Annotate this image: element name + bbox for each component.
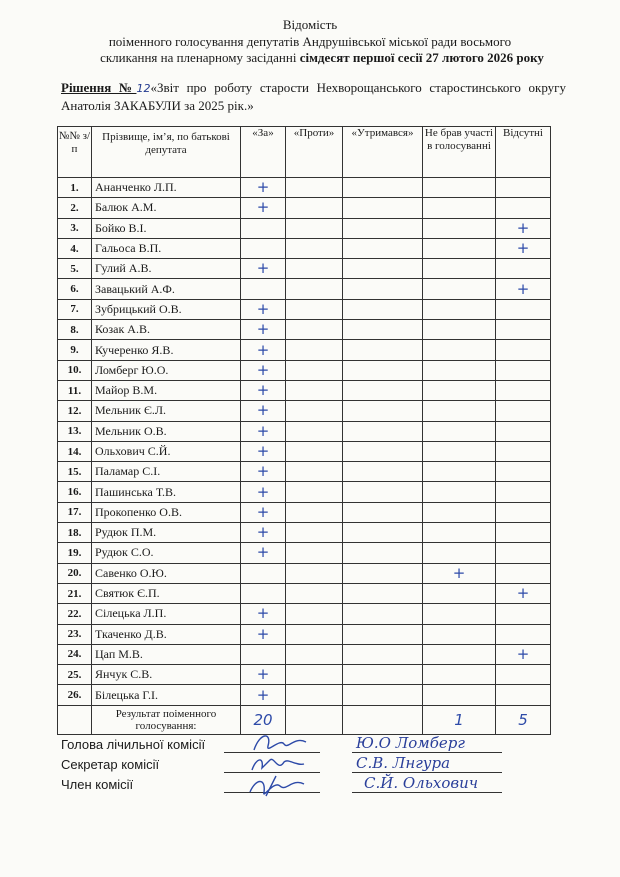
vote-cell-ne-brav (423, 178, 496, 198)
vote-mark: + (256, 543, 270, 562)
vote-cell-ne-brav (423, 238, 496, 258)
commission-signatures (61, 735, 205, 795)
table-row (58, 644, 551, 664)
decision-block (61, 80, 566, 114)
vote-mark: + (256, 421, 270, 440)
vote-mark: + (516, 279, 530, 298)
table-row (58, 482, 551, 502)
deputy-name: Святюк Є.П. (92, 583, 241, 603)
vote-cell-utrymavsia (343, 259, 423, 279)
result-za: 20 (241, 705, 286, 734)
vote-cell-za (241, 259, 286, 279)
vote-cell-proty (286, 421, 343, 441)
vote-cell-ne-brav (423, 604, 496, 624)
vote-cell-utrymavsia (343, 583, 423, 603)
table-row (58, 218, 551, 238)
vote-cell-proty (286, 462, 343, 482)
vote-cell-ne-brav (423, 644, 496, 664)
vote-cell-proty (286, 360, 343, 380)
result-num-cell (58, 705, 92, 734)
decision-number: 12 (136, 82, 151, 95)
header-proty: «Проти» (286, 127, 343, 178)
vote-cell-ne-brav (423, 279, 496, 299)
vote-cell-ne-brav (423, 685, 496, 705)
row-number: 9. (58, 340, 92, 360)
vote-cell-ne-brav (423, 502, 496, 522)
vote-cell-vidsutni (496, 320, 551, 340)
header-ne-brav: Не брав участі в голосуванні (423, 127, 496, 178)
deputy-name: Сілецька Л.П. (92, 604, 241, 624)
vote-mark: + (256, 482, 270, 501)
vote-cell-ne-brav (423, 421, 496, 441)
row-number: 10. (58, 360, 92, 380)
header-num: №№ з/п (58, 127, 92, 178)
table-row (58, 523, 551, 543)
handwritten-name-secretary: С.В. Лнгура (356, 754, 451, 772)
vote-cell-za (241, 218, 286, 238)
header-vidsutni: Відсутні (496, 127, 551, 178)
row-number: 13. (58, 421, 92, 441)
row-number: 4. (58, 238, 92, 258)
table-row (58, 198, 551, 218)
result-label: Результат поіменного голосування: (92, 705, 241, 734)
name-line-secretary (352, 772, 502, 773)
row-number: 24. (58, 644, 92, 664)
table-row (58, 238, 551, 258)
vote-cell-za (241, 178, 286, 198)
row-number: 15. (58, 462, 92, 482)
vote-cell-vidsutni (496, 441, 551, 461)
signature-row-secretary (61, 755, 205, 775)
vote-cell-proty (286, 279, 343, 299)
signature-row-chair (61, 735, 205, 755)
deputy-name: Ольхович С.Й. (92, 441, 241, 461)
vote-cell-ne-brav (423, 482, 496, 502)
vote-cell-utrymavsia (343, 380, 423, 400)
vote-cell-proty (286, 644, 343, 664)
vote-mark: + (256, 320, 270, 339)
deputy-name: Гулий А.В. (92, 259, 241, 279)
vote-mark: + (516, 239, 530, 258)
vote-cell-ne-brav (423, 340, 496, 360)
vote-cell-utrymavsia (343, 198, 423, 218)
vote-cell-ne-brav (423, 563, 496, 583)
vote-cell-utrymavsia (343, 604, 423, 624)
vote-cell-proty (286, 543, 343, 563)
vote-cell-utrymavsia (343, 624, 423, 644)
deputy-name: Цап М.В. (92, 644, 241, 664)
vote-cell-proty (286, 583, 343, 603)
row-number: 2. (58, 198, 92, 218)
row-number: 11. (58, 380, 92, 400)
vote-cell-proty (286, 665, 343, 685)
vote-cell-proty (286, 624, 343, 644)
vote-cell-vidsutni (496, 665, 551, 685)
vote-cell-za (241, 665, 286, 685)
vote-cell-ne-brav (423, 462, 496, 482)
vote-cell-vidsutni (496, 644, 551, 664)
vote-cell-ne-brav (423, 218, 496, 238)
vote-cell-utrymavsia (343, 360, 423, 380)
vote-cell-proty (286, 380, 343, 400)
vote-mark: + (516, 644, 530, 663)
vote-cell-za (241, 198, 286, 218)
table-row (58, 360, 551, 380)
table-row (58, 401, 551, 421)
vote-cell-vidsutni (496, 340, 551, 360)
table-row (58, 279, 551, 299)
vote-cell-ne-brav (423, 380, 496, 400)
vote-cell-ne-brav (423, 624, 496, 644)
deputy-name: Савенко О.Ю. (92, 563, 241, 583)
vote-cell-proty (286, 178, 343, 198)
document-title: Відомість (282, 17, 338, 32)
vote-cell-vidsutni (496, 583, 551, 603)
name-line-chair (352, 752, 502, 753)
vote-cell-vidsutni (496, 299, 551, 319)
vote-mark: + (256, 259, 270, 278)
vote-cell-za (241, 380, 286, 400)
vote-cell-za (241, 624, 286, 644)
vote-cell-utrymavsia (343, 523, 423, 543)
vote-cell-proty (286, 563, 343, 583)
table-row (58, 685, 551, 705)
vote-cell-vidsutni (496, 685, 551, 705)
row-number: 19. (58, 543, 92, 563)
table-row (58, 624, 551, 644)
vote-cell-za (241, 523, 286, 543)
deputy-name: Балюк А.М. (92, 198, 241, 218)
vote-cell-za (241, 502, 286, 522)
vote-cell-ne-brav (423, 320, 496, 340)
deputy-name: Пашинська Т.В. (92, 482, 241, 502)
result-utrymavsia (343, 705, 423, 734)
table-row (58, 543, 551, 563)
row-number: 16. (58, 482, 92, 502)
vote-mark: + (256, 299, 270, 318)
row-number: 23. (58, 624, 92, 644)
table-row (58, 502, 551, 522)
vote-cell-utrymavsia (343, 685, 423, 705)
deputy-name: Паламар С.І. (92, 462, 241, 482)
vote-mark: + (256, 665, 270, 684)
row-number: 25. (58, 665, 92, 685)
vote-mark: + (256, 401, 270, 420)
name-line-member (352, 792, 502, 793)
vote-cell-utrymavsia (343, 543, 423, 563)
vote-cell-proty (286, 299, 343, 319)
vote-cell-ne-brav (423, 441, 496, 461)
vote-cell-proty (286, 238, 343, 258)
header-utrymavsia: «Утримався» (343, 127, 423, 178)
signature-row-member (61, 775, 205, 795)
vote-cell-proty (286, 340, 343, 360)
vote-mark: + (256, 442, 270, 460)
vote-cell-za (241, 238, 286, 258)
row-number: 17. (58, 502, 92, 522)
table-row (58, 563, 551, 583)
vote-cell-ne-brav (423, 401, 496, 421)
session-line: скликання на пленарному засіданні сімдесят першої сесії 27 лютого 2026 року (100, 50, 544, 65)
vote-cell-utrymavsia (343, 279, 423, 299)
vote-mark: + (256, 178, 270, 197)
vote-mark: + (256, 381, 270, 400)
vote-cell-proty (286, 523, 343, 543)
vote-mark: + (256, 340, 270, 359)
vote-cell-utrymavsia (343, 178, 423, 198)
vote-cell-vidsutni (496, 462, 551, 482)
vote-cell-za (241, 279, 286, 299)
vote-cell-za (241, 644, 286, 664)
vote-cell-proty (286, 401, 343, 421)
vote-mark: + (516, 218, 530, 237)
vote-cell-utrymavsia (343, 401, 423, 421)
deputy-name: Мельник Є.Л. (92, 401, 241, 421)
vote-cell-vidsutni (496, 421, 551, 441)
vote-cell-vidsutni (496, 543, 551, 563)
deputy-name: Гальоса В.П. (92, 238, 241, 258)
vote-mark: + (256, 360, 270, 379)
table-row (58, 299, 551, 319)
row-number: 3. (58, 218, 92, 238)
table-row (58, 462, 551, 482)
vote-cell-ne-brav (423, 259, 496, 279)
deputy-name: Ткаченко Д.В. (92, 624, 241, 644)
vote-cell-utrymavsia (343, 644, 423, 664)
vote-cell-vidsutni (496, 360, 551, 380)
table-row (58, 340, 551, 360)
row-number: 18. (58, 523, 92, 543)
vote-cell-utrymavsia (343, 421, 423, 441)
result-vidsutni: 5 (496, 705, 551, 734)
vote-cell-za (241, 604, 286, 624)
document-header (0, 17, 620, 67)
table-header-row (58, 127, 551, 178)
vote-cell-proty (286, 218, 343, 238)
deputy-name: Рудюк П.М. (92, 523, 241, 543)
row-number: 20. (58, 563, 92, 583)
vote-cell-za (241, 685, 286, 705)
vote-cell-proty (286, 604, 343, 624)
vote-mark: + (256, 523, 270, 542)
vote-cell-proty (286, 482, 343, 502)
vote-cell-za (241, 299, 286, 319)
vote-cell-ne-brav (423, 299, 496, 319)
vote-cell-za (241, 563, 286, 583)
row-number: 22. (58, 604, 92, 624)
vote-cell-za (241, 320, 286, 340)
result-ne-brav: 1 (423, 705, 496, 734)
deputy-name: Майор В.М. (92, 380, 241, 400)
vote-cell-utrymavsia (343, 320, 423, 340)
table-row (58, 665, 551, 685)
signature-scribble-member (246, 772, 310, 802)
vote-cell-vidsutni (496, 401, 551, 421)
deputy-name: Завацький А.Ф. (92, 279, 241, 299)
vote-cell-utrymavsia (343, 441, 423, 461)
vote-cell-utrymavsia (343, 462, 423, 482)
table-row (58, 421, 551, 441)
vote-cell-ne-brav (423, 583, 496, 603)
deputy-name: Рудюк С.О. (92, 543, 241, 563)
vote-table (57, 126, 551, 735)
vote-cell-ne-brav (423, 523, 496, 543)
vote-cell-utrymavsia (343, 238, 423, 258)
vote-cell-za (241, 462, 286, 482)
deputy-name: Прокопенко О.В. (92, 502, 241, 522)
vote-cell-utrymavsia (343, 218, 423, 238)
vote-cell-za (241, 340, 286, 360)
vote-cell-za (241, 583, 286, 603)
vote-cell-proty (286, 198, 343, 218)
vote-cell-ne-brav (423, 198, 496, 218)
decision-label: Рішення № (61, 80, 137, 95)
vote-cell-vidsutni (496, 624, 551, 644)
header-za: «За» (241, 127, 286, 178)
vote-cell-ne-brav (423, 665, 496, 685)
table-row (58, 259, 551, 279)
vote-cell-utrymavsia (343, 299, 423, 319)
table-row (58, 441, 551, 461)
vote-cell-utrymavsia (343, 665, 423, 685)
vote-mark: + (256, 502, 270, 521)
vote-mark: + (256, 624, 270, 643)
row-number: 5. (58, 259, 92, 279)
table-row (58, 604, 551, 624)
handwritten-name-member: С.Й. Ольхович (364, 774, 479, 792)
vote-cell-vidsutni (496, 380, 551, 400)
vote-cell-za (241, 401, 286, 421)
vote-cell-proty (286, 502, 343, 522)
vote-cell-vidsutni (496, 259, 551, 279)
vote-mark: + (256, 198, 270, 217)
vote-cell-vidsutni (496, 198, 551, 218)
deputy-name: Бойко В.І. (92, 218, 241, 238)
deputy-name: Ломберг Ю.О. (92, 360, 241, 380)
vote-cell-utrymavsia (343, 563, 423, 583)
vote-cell-vidsutni (496, 279, 551, 299)
table-row (58, 178, 551, 198)
row-number: 6. (58, 279, 92, 299)
row-number: 14. (58, 441, 92, 461)
vote-cell-za (241, 360, 286, 380)
vote-cell-vidsutni (496, 604, 551, 624)
vote-cell-vidsutni (496, 482, 551, 502)
vote-cell-proty (286, 259, 343, 279)
vote-cell-proty (286, 320, 343, 340)
vote-cell-ne-brav (423, 543, 496, 563)
deputy-name: Кучеренко Я.В. (92, 340, 241, 360)
deputy-name: Ананченко Л.П. (92, 178, 241, 198)
vote-cell-utrymavsia (343, 502, 423, 522)
vote-cell-za (241, 482, 286, 502)
deputy-name: Мельник О.В. (92, 421, 241, 441)
session-date: сімдесят першої сесії 27 лютого 2026 року (299, 50, 544, 65)
role-chair: Голова лічильної комісії (61, 737, 206, 752)
vote-cell-vidsutni (496, 178, 551, 198)
vote-cell-vidsutni (496, 563, 551, 583)
vote-cell-proty (286, 685, 343, 705)
role-secretary: Секретар комісії (61, 757, 160, 772)
deputy-name: Білецька Г.І. (92, 685, 241, 705)
vote-cell-utrymavsia (343, 340, 423, 360)
deputy-name: Янчук С.В. (92, 665, 241, 685)
document-subtitle-line: поіменного голосування депутатів Андрушівської міської ради восьмого (108, 33, 512, 49)
handwritten-name-chair: Ю.О Ломберг (356, 734, 465, 752)
vote-cell-ne-brav (423, 360, 496, 380)
vote-mark: + (516, 584, 530, 603)
vote-mark: + (256, 604, 270, 623)
row-number: 1. (58, 178, 92, 198)
row-number: 7. (58, 299, 92, 319)
vote-cell-vidsutni (496, 218, 551, 238)
row-number: 26. (58, 685, 92, 705)
row-number: 21. (58, 583, 92, 603)
vote-cell-za (241, 543, 286, 563)
row-number: 8. (58, 320, 92, 340)
vote-cell-vidsutni (496, 238, 551, 258)
vote-mark: + (256, 462, 270, 481)
vote-cell-za (241, 421, 286, 441)
header-name: Прізвище, ім’я, по батькові депутата (92, 127, 241, 178)
table-row (58, 380, 551, 400)
vote-table-body (58, 178, 551, 706)
vote-mark: + (452, 563, 466, 582)
table-row (58, 583, 551, 603)
deputy-name: Козак А.В. (92, 320, 241, 340)
deputy-name: Зубрицький О.В. (92, 299, 241, 319)
vote-cell-proty (286, 441, 343, 461)
vote-cell-vidsutni (496, 502, 551, 522)
table-row (58, 320, 551, 340)
role-member: Член комісії (61, 777, 134, 792)
decision-text: «Звіт про роботу старости Нехворощанського старостинського округу Анатолія ЗАКАБУЛИ за 2025 рік.» (61, 80, 566, 113)
row-number: 12. (58, 401, 92, 421)
vote-cell-za (241, 441, 286, 461)
vote-cell-utrymavsia (343, 482, 423, 502)
vote-mark: + (256, 685, 270, 704)
vote-cell-vidsutni (496, 523, 551, 543)
